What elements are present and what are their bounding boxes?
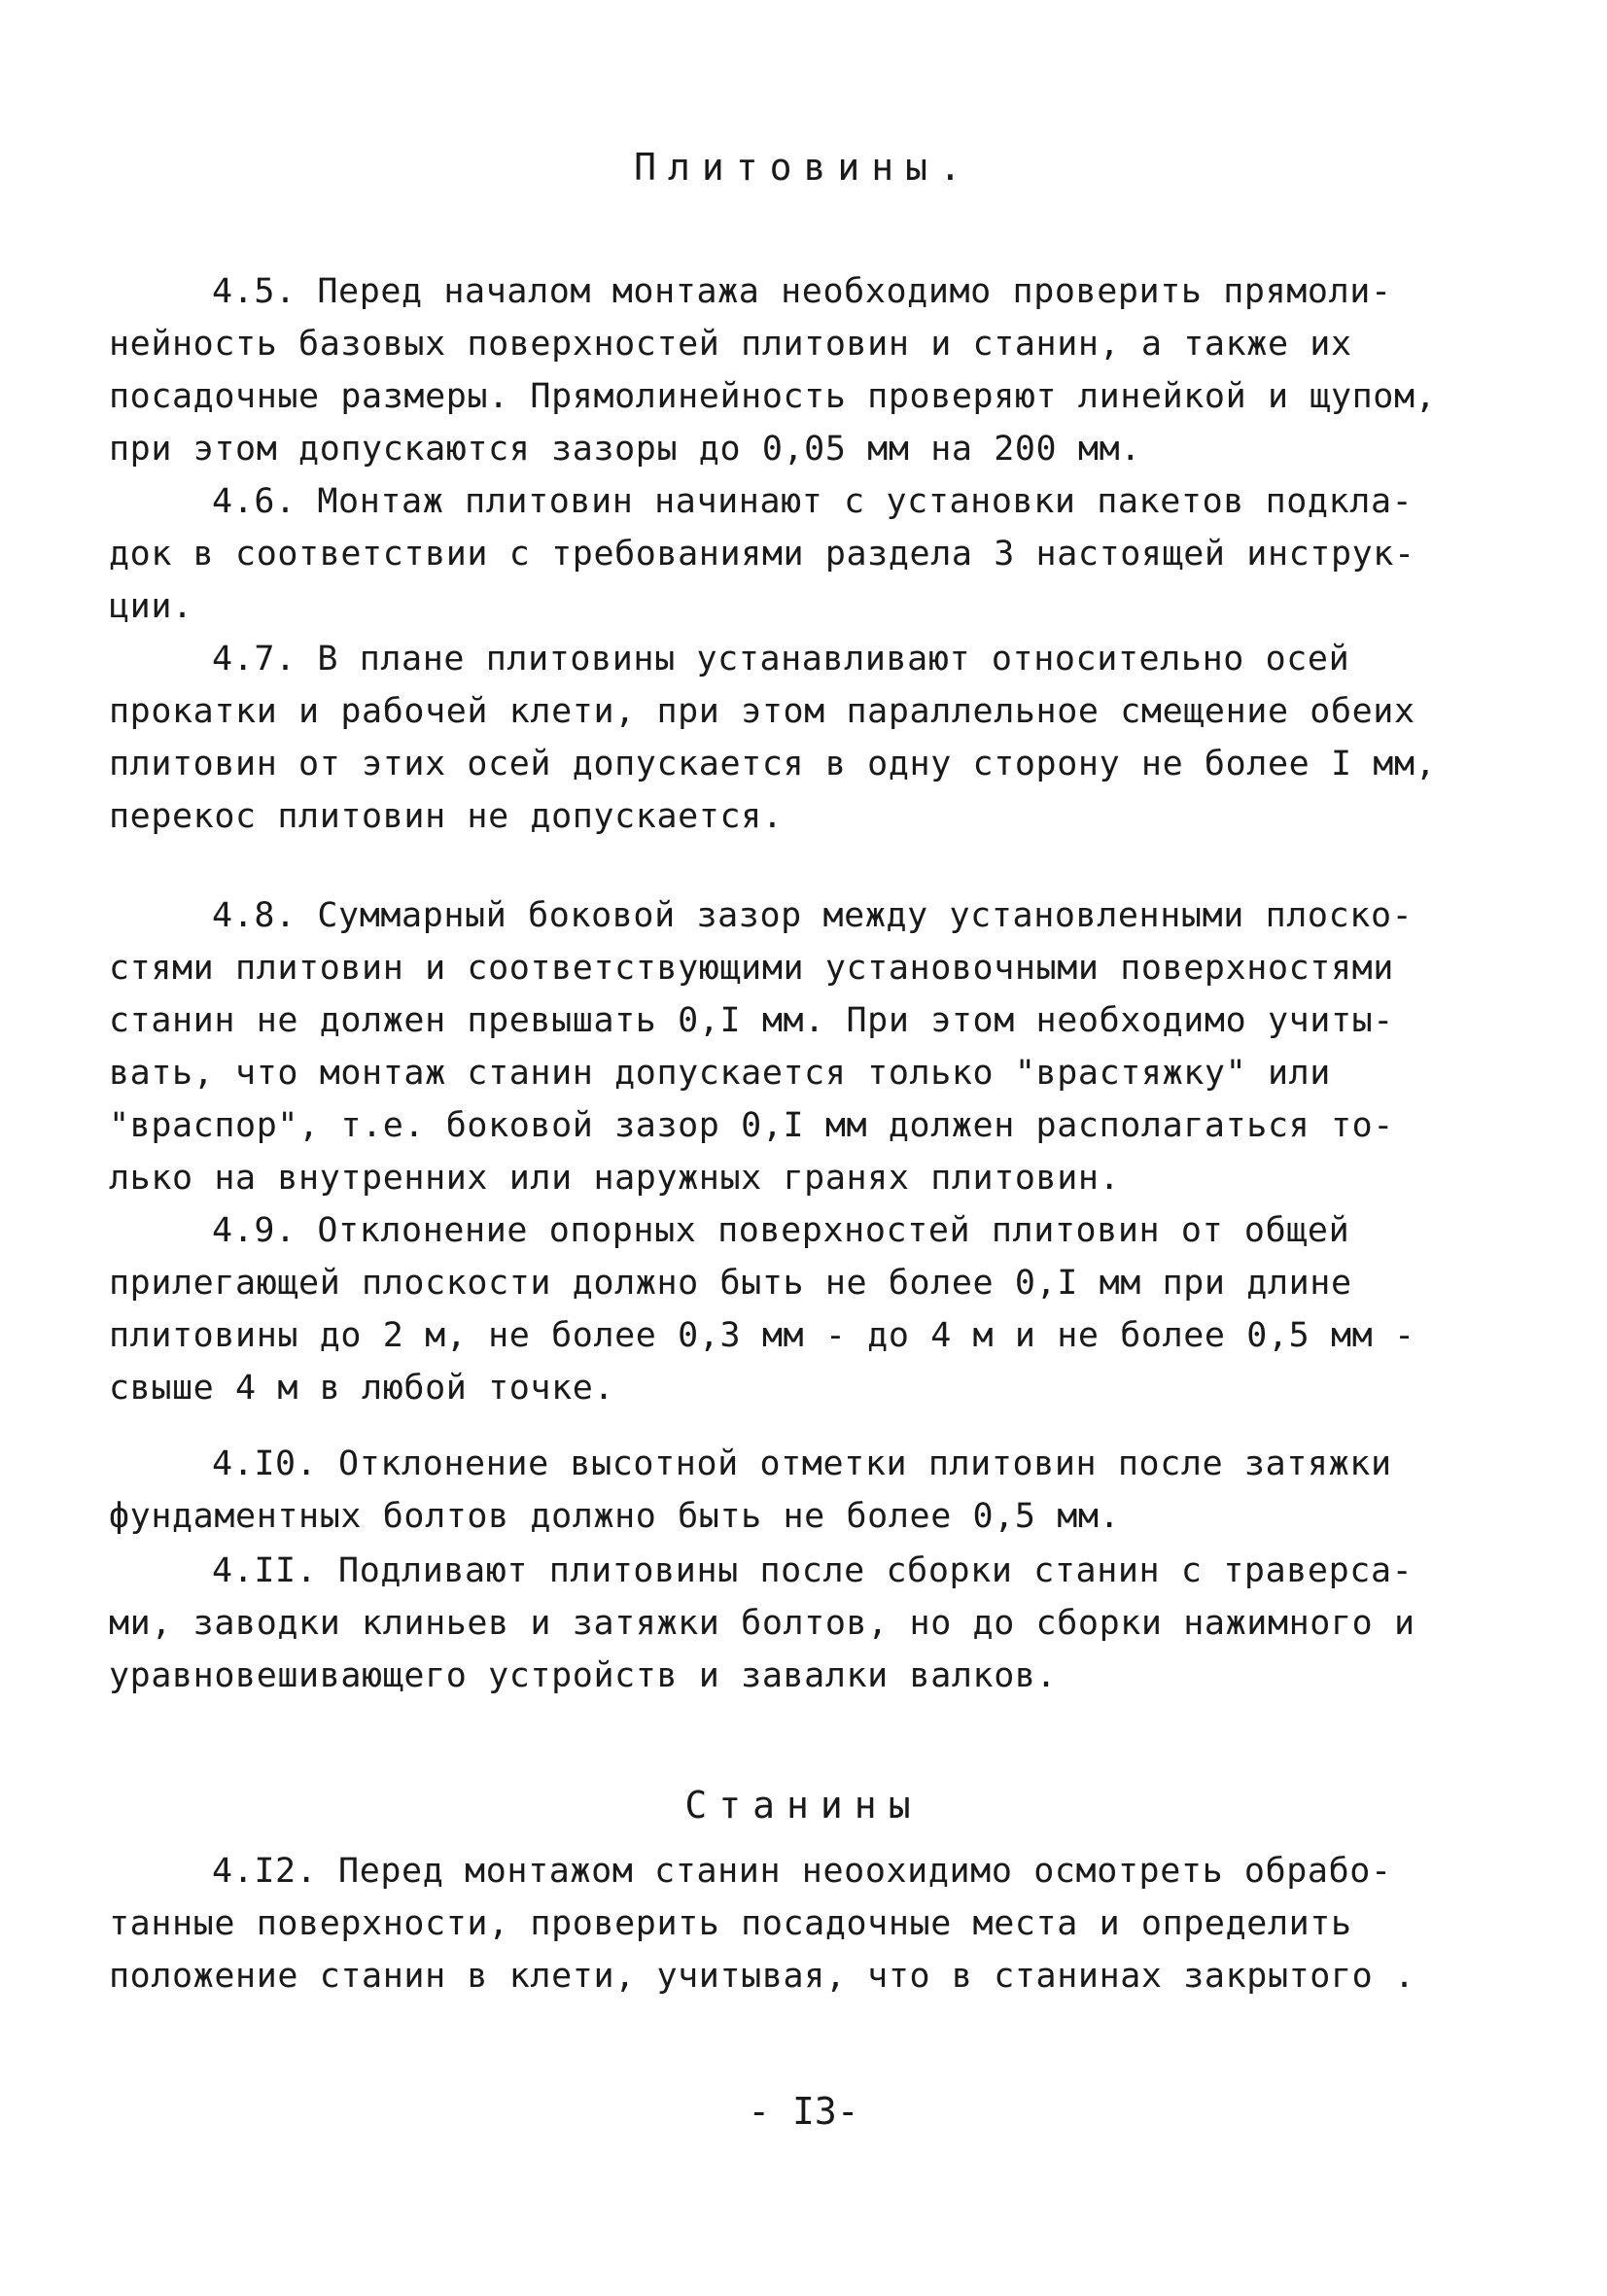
text-line: 4.II. Подливают плитовины после сборки станин с траверса- [212, 1551, 1414, 1590]
text-line: перекос плитовин не допускается. [109, 797, 784, 836]
text-line: 4.9. Отклонение опорных поверхностей плитовин от общей [212, 1211, 1350, 1250]
text-line: плитовины до 2 м, не более 0,3 мм - до 4 м и не более 0,5 мм - [109, 1316, 1415, 1355]
text-line: при этом допускаются зазоры до 0,05 мм на 200 мм. [109, 430, 1141, 469]
section-heading-staniny: Станины [684, 1784, 923, 1826]
text-line: 4.8. Суммарный боковой зазор между установленными плоско- [212, 896, 1414, 935]
text-line: станин не должен превышать 0,I мм. При этом необходимо учиты- [109, 1001, 1394, 1040]
text-line: фундаментных болтов должно быть не более 0,5 мм. [109, 1497, 1121, 1536]
text-line: положение станин в клети, учитывая, что в станинах закрытого . [109, 1957, 1415, 1996]
text-line: 4.I2. Перед монтажом станин неоохидимо осмотреть обрабо- [212, 1852, 1392, 1891]
text-line: свыше 4 м в любой точке. [109, 1369, 615, 1408]
text-line: лько на внутренних или наружных гранях плитовин. [109, 1159, 1121, 1198]
text-line: стями плитовин и соответствующими установочными поверхностями [109, 949, 1394, 988]
text-line: 4.5. Перед началом монтажа необходимо проверить прямоли- [212, 272, 1392, 311]
text-line: танные поверхности, проверить посадочные места и определить [109, 1904, 1352, 1943]
text-line: 4.6. Монтаж плитовин начинают с установки пакетов подкла- [212, 482, 1414, 521]
text-line: ми, заводки клиньев и затяжки болтов, но до сборки нажимного и [109, 1604, 1415, 1643]
text-line: посадочные размеры. Прямолинейность проверяют линейкой и щупом, [109, 377, 1437, 416]
text-line: прокатки и рабочей клети, при этом параллельное смещение обеих [109, 692, 1415, 731]
section-heading-plitoviny: Плитовины. [634, 146, 973, 189]
text-line: нейность базовых поверхностей плитовин и станин, а также их [109, 325, 1352, 364]
text-line: уравновешивающего устройств и завалки валков. [109, 1656, 1058, 1695]
text-line: вать, что монтаж станин допускается только "врастяжку" или [109, 1054, 1331, 1093]
text-line: прилегающей плоскости должно быть не более 0,I мм при длине [109, 1264, 1352, 1303]
text-line: 4.7. В плане плитовины устанавливают относительно осей [212, 640, 1350, 678]
text-line: плитовин от этих осей допускается в одну сторону не более I мм, [109, 745, 1437, 783]
text-line: 4.I0. Отклонение высотной отметки плитовин после затяжки [212, 1444, 1392, 1483]
page-number: - I3- [748, 2090, 859, 2133]
text-line: док в соответствии с требованиями раздела 3 настоящей инструк- [109, 535, 1415, 574]
text-line: ции. [109, 587, 193, 626]
text-line: "враспор", т.е. боковой зазор 0,I мм должен располагаться то- [109, 1106, 1394, 1145]
